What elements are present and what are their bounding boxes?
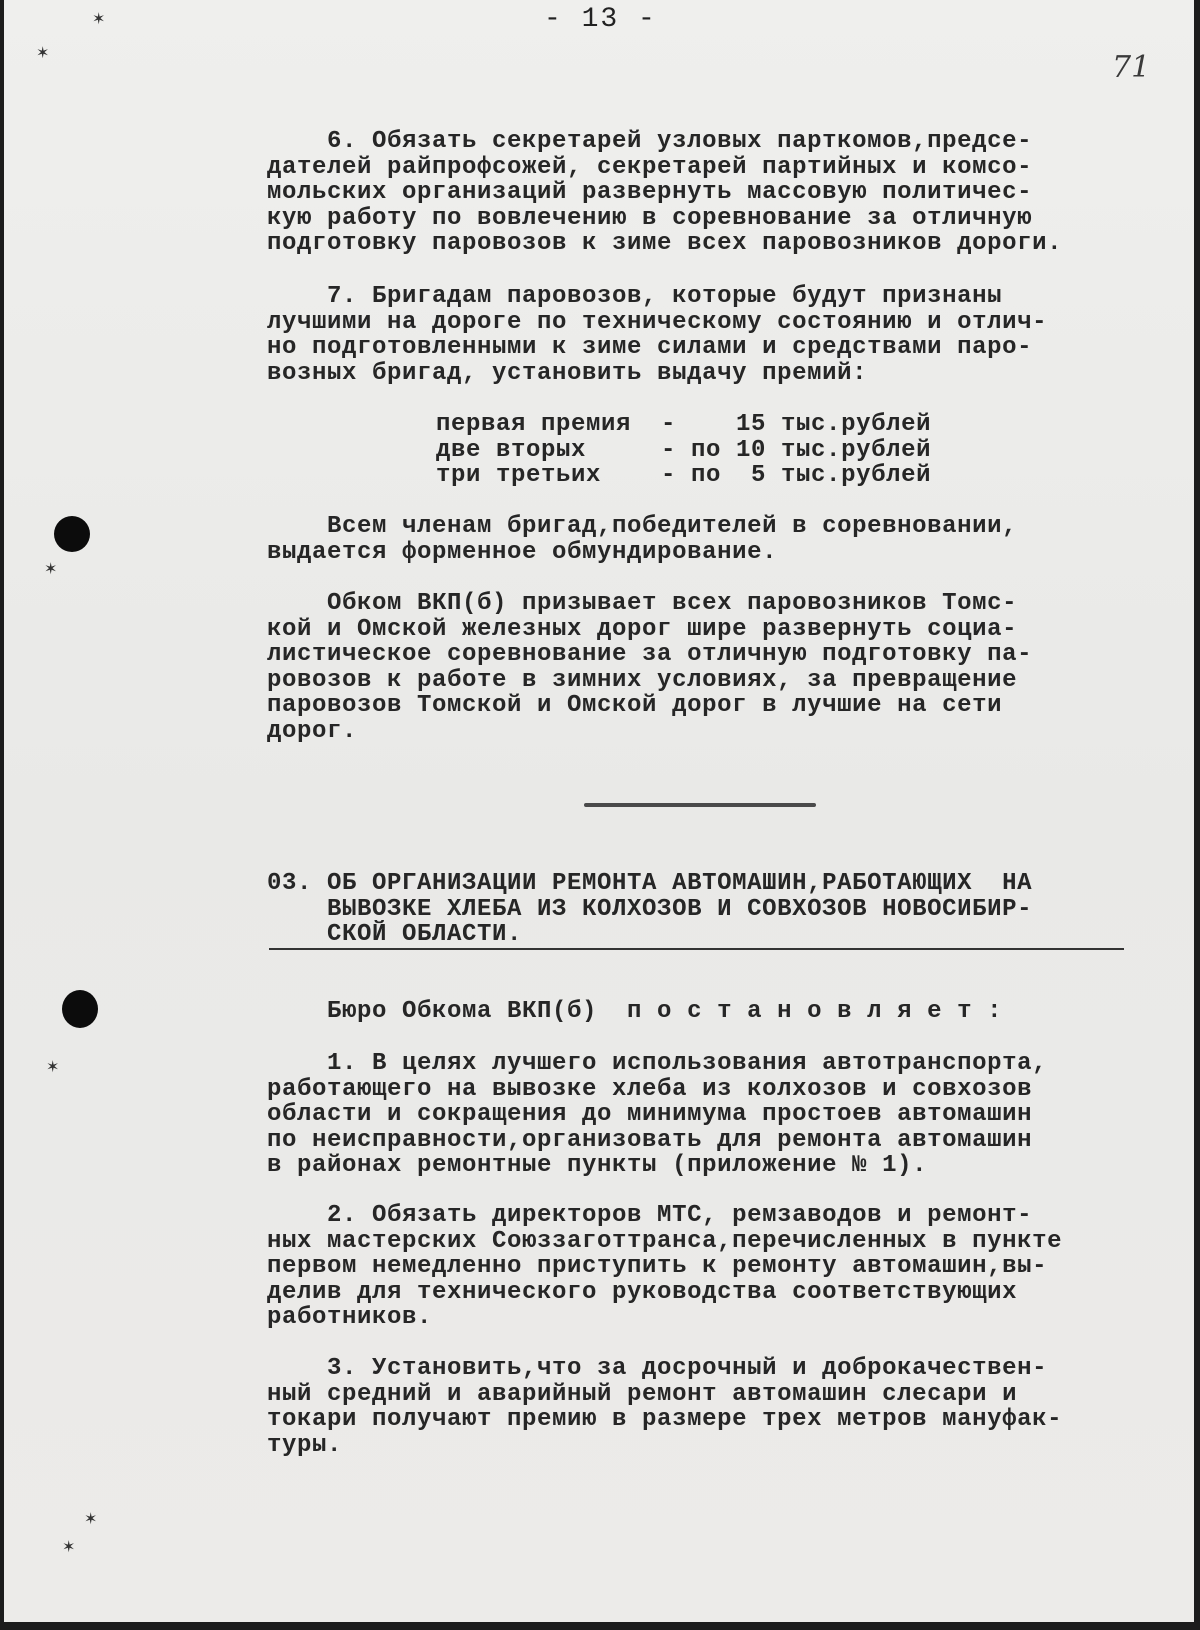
prize-list: первая премия - 15 тыс.рублей две вторых - по 10 тыс.рублей три третьих - по 5 тыс.рублей	[436, 411, 932, 489]
staple-mark-icon: ✶	[92, 9, 106, 28]
staple-mark-icon: ✶	[84, 1509, 98, 1528]
item-2: 2. Обязать директоров МТС, ремзаводов и ремонт- ных мастерских Союззаготтранса,перечисленных в пункте первом немедленно приступить к ремонту автомашин,вы- делив для технического руководства соответствующих работников.	[267, 1202, 1063, 1331]
paragraph-appeal: Обком ВКП(б) призывает всех паровозников Томс- кой и Омской железных дорог шире развернуть социа- листическое соревнование за отличную подготовку па- ровозов к работе в зимних условиях, за превращение паровозов Томской и Омской дорог в лучшие на сети дорог.	[267, 590, 1033, 745]
paragraph-uniform: Всем членам бригад,победителей в соревновании, выдается форменное обмундирование.	[267, 513, 1018, 566]
paragraph-7: 7. Бригадам паровозов, которые будут признаны лучшими на дороге по техническому состоянию и отлич- но подготовленными к зиме силами и средствами паро- возных бригад, установить выдачу премий:	[267, 283, 1048, 387]
staple-mark-icon: ✶	[46, 1057, 60, 1076]
heading-underline	[269, 948, 1124, 950]
staple-mark-icon: ✶	[62, 1537, 76, 1556]
punch-hole-lower	[62, 990, 98, 1028]
staple-mark-icon: ✶	[36, 43, 50, 62]
item-3: 3. Установить,что за досрочный и доброкачествен- ный средний и аварийный ремонт автомашин слесари и токари получают премию в размере трех метров мануфак- туры.	[267, 1355, 1063, 1459]
staple-mark-icon: ✶	[44, 559, 58, 578]
item-1: 1. В целях лучшего использования автотранспорта, работающего на вывозке хлеба из колхозов и совхозов области и сокращения до минимума простоев автомашин по неисправности,организовать для ремонта автомашин в районах ремонтные пункты (приложение № 1).	[267, 1050, 1048, 1179]
section-divider	[584, 803, 816, 807]
archive-sheet-number: 71	[1112, 50, 1151, 85]
document-page	[4, 0, 1194, 1622]
section-heading: 03. ОБ ОРГАНИЗАЦИИ РЕМОНТА АВТОМАШИН,РАБОТАЮЩИХ НА ВЫВОЗКЕ ХЛЕБА ИЗ КОЛХОЗОВ И СОВХОЗОВ НОВОСИБИР- СКОЙ ОБЛАСТИ.	[267, 870, 1033, 948]
resolution-line: Бюро Обкома ВКП(б) п о с т а н о в л я е т :	[267, 998, 1003, 1025]
page-number: - 13 -	[544, 4, 657, 35]
punch-hole-upper	[54, 516, 90, 552]
paragraph-6: 6. Обязать секретарей узловых парткомов,предсе- дателей райпрофсожей, секретарей партийных и комсо- мольских организаций развернуть массовую политичес- кую работу по вовлечению в соревнование за отличную подготовку паровозов к зиме всех паровозников дороги.	[267, 128, 1063, 257]
